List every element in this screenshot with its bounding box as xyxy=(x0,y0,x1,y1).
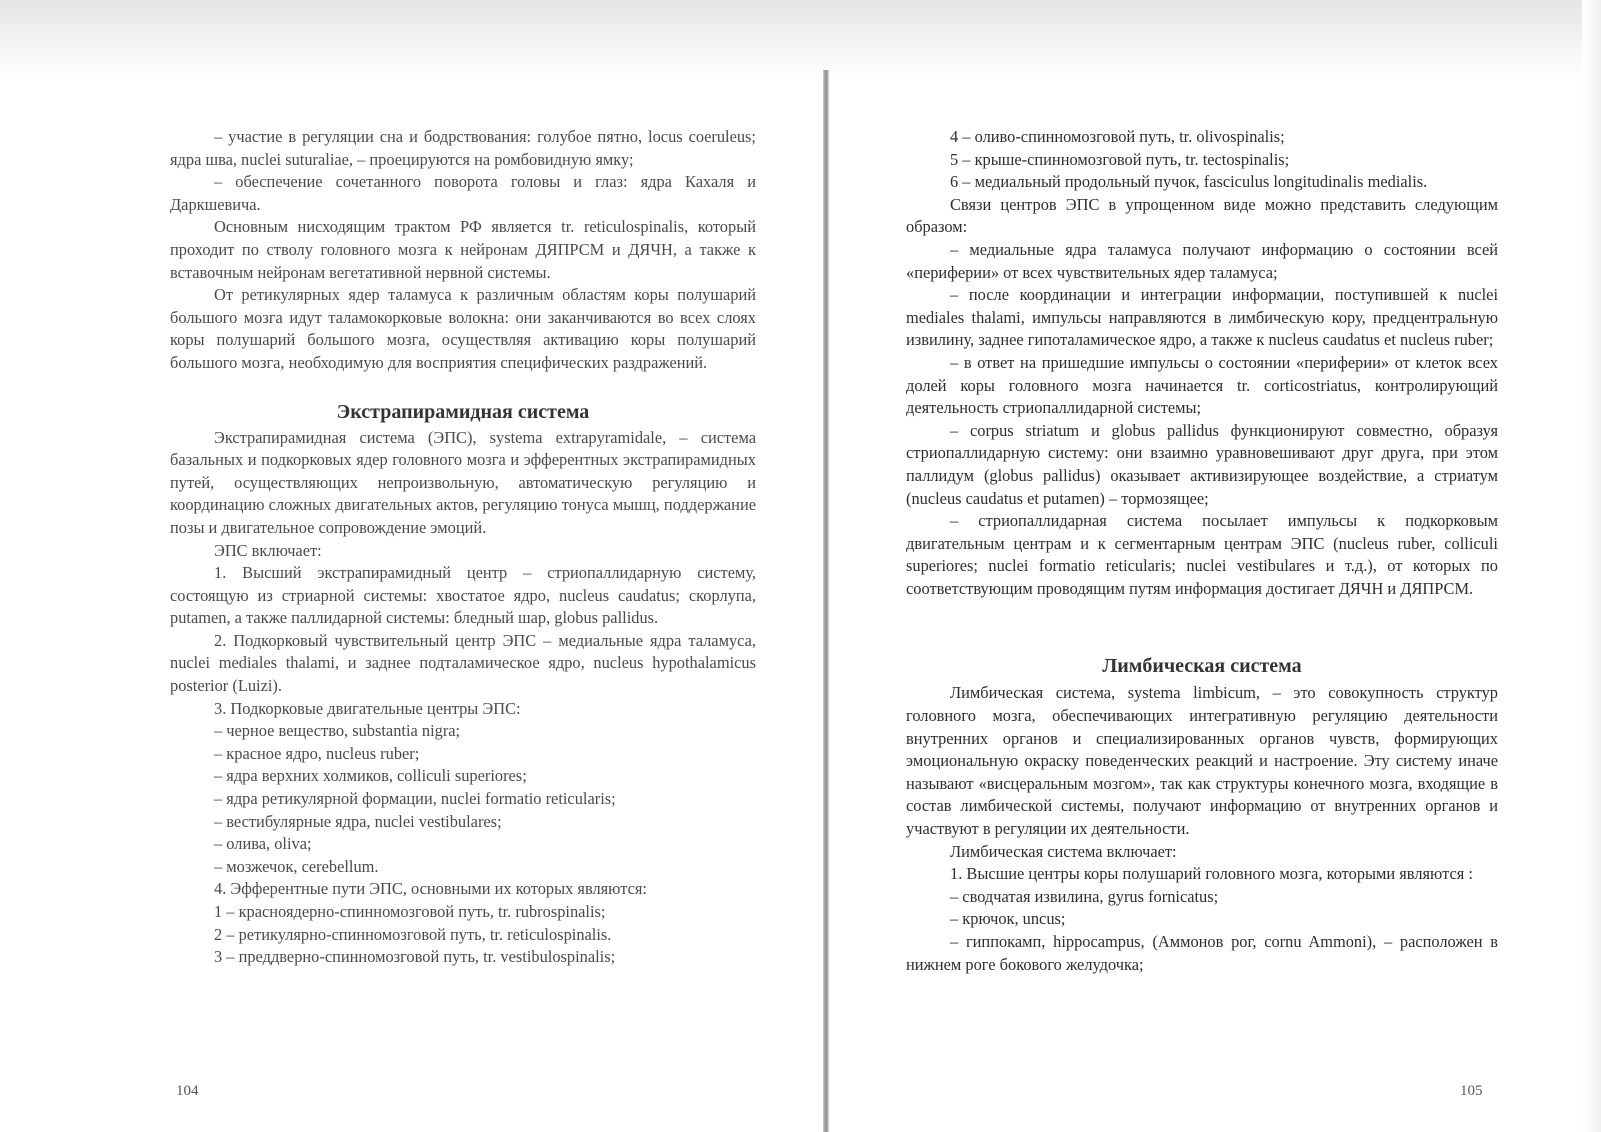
paragraph: От ретикулярных ядер таламуса к различным областям коры полушарий большого мозга идут таламокорковые волокна: они заканчиваются во всех слоях коры полушарий большого мозга, осуществляя активацию коры полушарий большого мозга, необходимую для восприятия специфических раздражений. xyxy=(170,285,756,372)
paragraph: Лимбическая система, systema limbicum, – это совокупность структур головного мозга, обеспечивающих интегративную регуляцию деятельности внутренних органов и специализированных органов чувств, формирующих эмоциональную окраску поведенческих реакций и настроение. Эту систему иначе называют «висцеральным мозгом», так как структуры конечного мозга, входящие в состав лимбической системы, получают информацию от внутренних органов и участвуют в регуляции их деятельности. xyxy=(906,683,1498,839)
right-page xyxy=(906,126,1498,976)
right-body-paragraphs xyxy=(906,682,1498,976)
paragraph: – участие в регуляции сна и бодрствования: голубое пятно, locus coeruleus; ядра шва, nuclei suturaliae, – проецируются на ромбовидную ямку; xyxy=(170,127,756,169)
left-body-paragraphs xyxy=(170,427,756,969)
page-number-right: 105 xyxy=(1460,1083,1483,1099)
heading-extrapyramidal-system: Экстрапирамидная система xyxy=(336,400,590,423)
paragraph: 2 – ретикулярно-спинномозговой путь, tr. reticulospinalis. xyxy=(214,924,612,944)
paragraph: 4 – оливо-спинномозговой путь, tr. olivospinalis; xyxy=(950,127,1285,146)
paragraph: – corpus striatum и globus pallidus функционируют совместно, образуя стриопаллидарную систему: они взаимно уравновешивают друг друга, при этом паллидум (globus pallidus) оказывает активизирующее воздействие, а стриатум (nucleus caudatus et putamen) – тормозящее; xyxy=(906,420,1498,508)
paragraph: Основным нисходящим трактом РФ является tr. reticulospinalis, который проходит по стволу головного мозга к нейронам ДЯПРСМ и ДЯЧН, а также к вставочным нейронам вегетативной нервной системы. xyxy=(170,217,756,282)
paragraph: – ядра ретикулярной формации, nuclei formatio reticularis; xyxy=(214,789,616,809)
paragraph: – ядра верхних холмиков, colliculi superiores; xyxy=(214,766,527,786)
paragraph: – вестибулярные ядра, nuclei vestibulares; xyxy=(214,811,502,831)
scan-top-shadow xyxy=(0,0,1601,80)
paragraph: – в ответ на пришедшие импульсы о состоянии «периферии» от клеток всех долей коры головного мозга начинается tr. corticostriatus, контролирующий деятельность стриопаллидарной системы; xyxy=(906,352,1498,418)
paragraph: ЭПС включает: xyxy=(214,540,322,560)
paragraph: 4. Эфферентные пути ЭПС, основными их которых являются: xyxy=(214,879,647,899)
paragraph: – олива, oliva; xyxy=(214,834,312,854)
paragraph: Лимбическая система включает: xyxy=(950,841,1177,861)
paragraph: – гиппокамп, hippocampus, (Аммонов рог, cornu Ammoni), – расположен в нижнем роге бокового желудочка; xyxy=(906,932,1498,974)
paragraph: 1. Высший экстрапирамидный центр – стриопаллидарную систему, состоящую из стриарной системы: хвостатое ядро, nucleus caudatus; скорлупа, putamen, а также паллидарной системы: бледный шар, globus pallidus. xyxy=(170,563,756,628)
paragraph: – крючок, uncus; xyxy=(950,909,1066,929)
paragraph: 3 – преддверно-спинномозговой путь, tr. vestibulospinalis; xyxy=(214,947,616,967)
paragraph: – медиальные ядра таламуса получают информацию о состоянии всей «периферии» от всех чувствительных ядер таламуса; xyxy=(906,239,1498,282)
paragraph: – красное ядро, nucleus ruber; xyxy=(214,743,420,763)
paragraph: – сводчатая извилина, gyrus fornicatus; xyxy=(950,886,1219,906)
paragraph: – обеспечение сочетанного поворота головы и глаз: ядра Кахаля и Даркшевича. xyxy=(170,172,756,214)
paragraph: Экстрапирамидная система (ЭПС), systema extrapyramidale, – система базальных и подкорковых ядер головного мозга и эфферентных экстрапирамидных путей, осуществляющих непроизвольную, автоматическую регуляцию и координацию сложных двигательных актов, регуляцию тонуса мышц, поддержание позы и двигательное сопровождение эмоций. xyxy=(170,427,756,537)
paragraph: – после координации и интеграции информации, поступившей к nuclei mediales thalami, импульсы направляются в лимбическую кору, предцентральную извилину, заднее гипоталамическое ядро, а также к nucleus caudatus et nucleus ruber; xyxy=(906,285,1498,350)
paragraph: 1 – красноядерно-спинномозговой путь, tr. rubrospinalis; xyxy=(214,902,606,921)
paragraph: – мозжечок, cerebellum. xyxy=(214,856,379,876)
paragraph: 1. Высшие центры коры полушарий головного мозга, которыми являются : xyxy=(950,864,1473,884)
right-intro-paragraphs xyxy=(906,126,1498,600)
page-number-left: 104 xyxy=(176,1083,199,1099)
heading-limbic-system: Лимбическая система xyxy=(1102,655,1302,678)
paragraph: 3. Подкорковые двигательные центры ЭПС: xyxy=(214,698,521,718)
paragraph: 2. Подкорковый чувствительный центр ЭПС – медиальные ядра таламуса, nuclei mediales thalami, и заднее подталамическое ядро, nucleus hypothalamicus posterior (Luizi). xyxy=(170,630,756,696)
scan-right-edge xyxy=(1582,0,1601,1132)
paragraph: 5 – крыше-спинномозговой путь, tr. tectospinalis; xyxy=(950,149,1290,169)
left-page xyxy=(170,126,756,969)
book-spine xyxy=(823,70,829,1132)
left-intro-paragraphs xyxy=(170,126,756,375)
paragraph: Связи центров ЭПС в упрощенном виде можно представить следующим образом: xyxy=(906,194,1498,237)
paragraph: – стриопаллидарная система посылает импульсы к подкорковым двигательным центрам и к сегментарным центрам ЭПС (nucleus ruber, colliculi superiores; nuclei formatio reticularis; nuclei vestibulares и т.д.), от которых по соответствующим проводящим путям информация достигает ДЯЧН и ДЯПРСМ. xyxy=(906,511,1498,598)
paragraph: – черное вещество, substantia nigra; xyxy=(214,721,461,741)
paragraph: 6 – медиальный продольный пучок, fasciculus longitudinalis medialis. xyxy=(950,172,1428,192)
